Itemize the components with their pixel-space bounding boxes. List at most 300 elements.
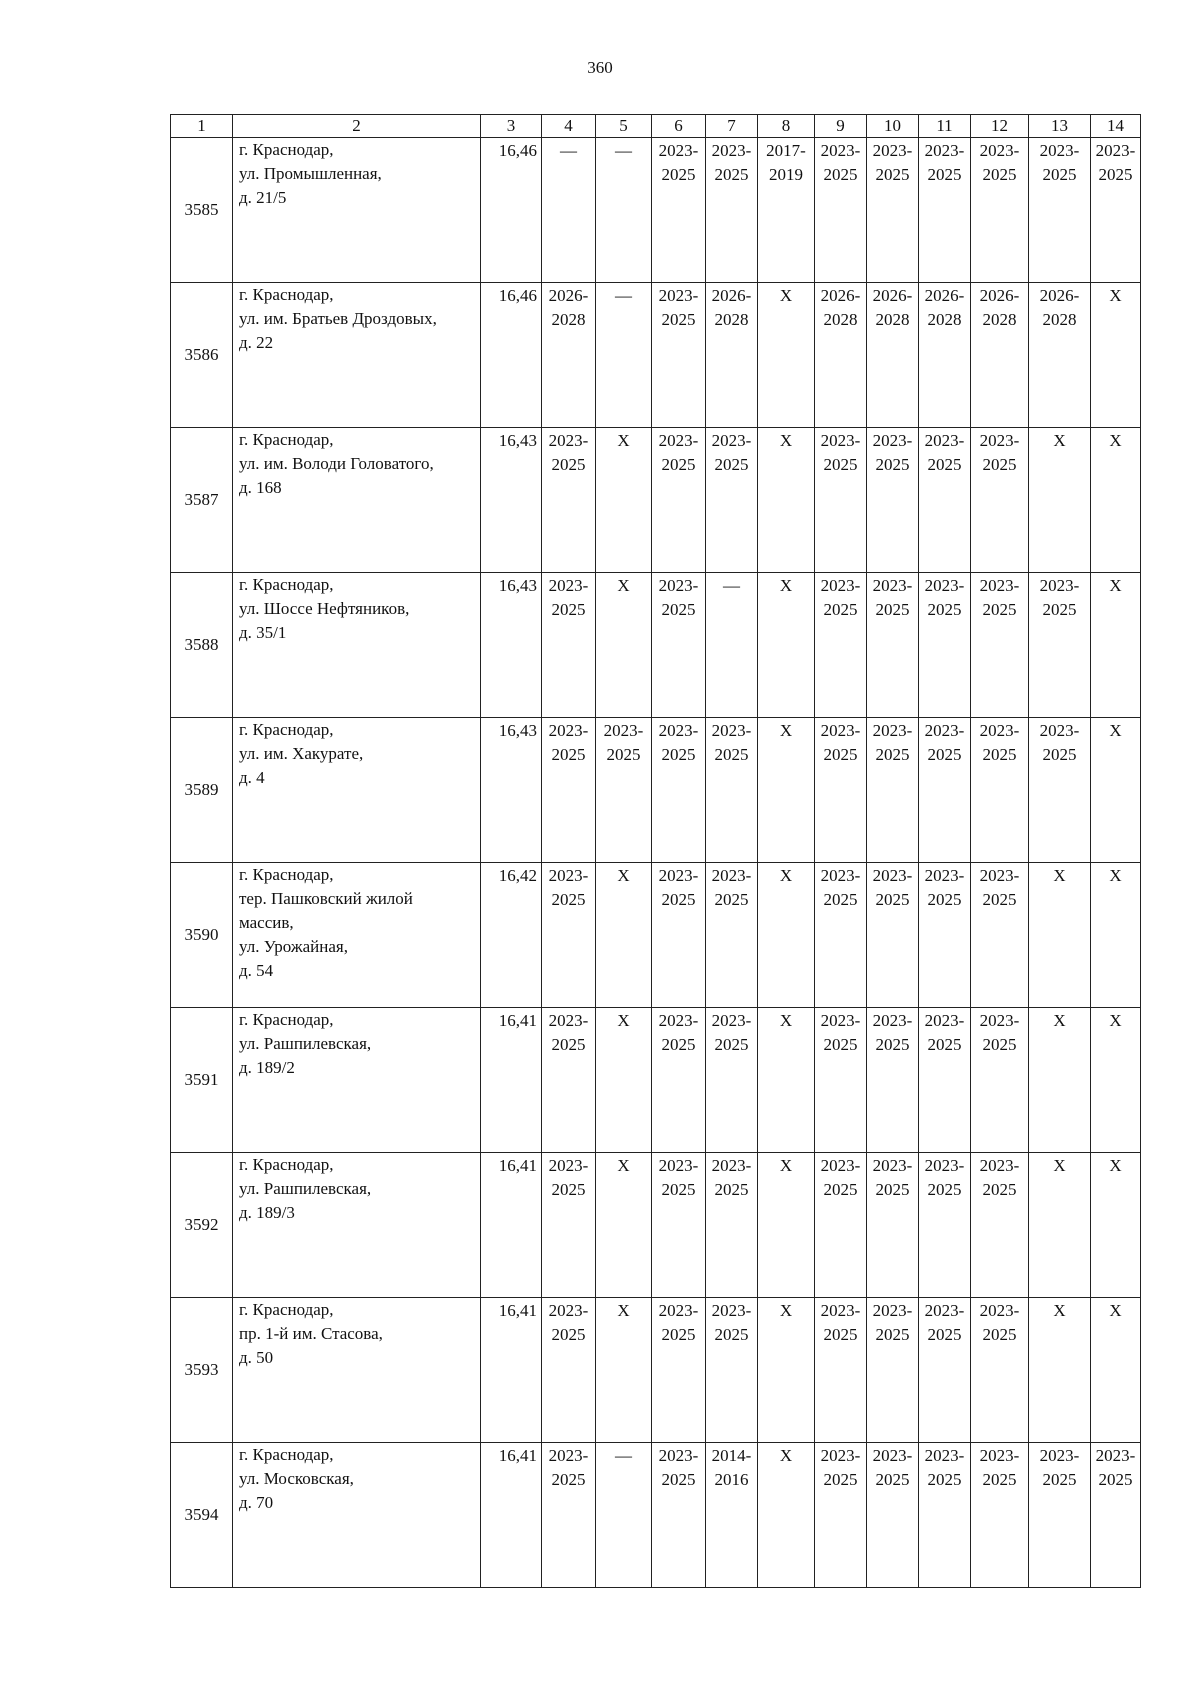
- period-cell-col14: [1091, 138, 1141, 283]
- period-cell-col12: [971, 573, 1029, 718]
- row-number: 3586: [171, 283, 233, 428]
- period-cell-col9: [815, 138, 867, 283]
- period-cell-col5: Х: [596, 863, 652, 1008]
- address-line: ул. Шоссе Нефтяников,: [239, 599, 410, 618]
- address-line: д. 189/2: [239, 1058, 295, 1077]
- period-end: 2025: [661, 745, 696, 764]
- period-start: 2023-: [872, 1156, 913, 1175]
- period-cell-col7: [706, 428, 758, 573]
- address-cell: [233, 138, 481, 283]
- value-cell-col3: 16,46: [481, 138, 542, 283]
- period-start: 2023-: [820, 721, 861, 740]
- period-end: 2025: [714, 165, 749, 184]
- period-end: 2025: [551, 455, 586, 474]
- address-line: д. 168: [239, 478, 282, 497]
- period-cell-col12: [971, 138, 1029, 283]
- period-end: 2025: [551, 600, 586, 619]
- period-end: 2025: [875, 890, 910, 909]
- period-end: 2025: [823, 600, 858, 619]
- address-line: ул. им. Хакурате,: [239, 744, 364, 763]
- period-cell-col11: [919, 283, 971, 428]
- period-start: 2023-: [548, 431, 589, 450]
- value-cell-col3: 16,43: [481, 718, 542, 863]
- period-end: 2025: [1042, 1470, 1077, 1489]
- address-line: д. 22: [239, 333, 274, 352]
- period-cell-col14: Х: [1091, 1298, 1141, 1443]
- column-header-6: 6: [652, 115, 706, 138]
- period-end: 2025: [927, 1035, 962, 1054]
- address-line: г. Краснодар,: [239, 865, 334, 884]
- period-end: 2025: [875, 1035, 910, 1054]
- period-end: 2025: [661, 890, 696, 909]
- period-cell-col11: [919, 718, 971, 863]
- period-end: 2025: [714, 1180, 749, 1199]
- table-row: [171, 1443, 1141, 1588]
- period-end: 2025: [982, 455, 1017, 474]
- period-cell-col7: [706, 863, 758, 1008]
- period-start: 2023-: [924, 1156, 965, 1175]
- period-cell-col4: [542, 718, 596, 863]
- period-cell-col9: [815, 718, 867, 863]
- period-cell-col9: [815, 283, 867, 428]
- period-start: 2023-: [548, 866, 589, 885]
- period-start: 2023-: [820, 1156, 861, 1175]
- period-end: 2025: [551, 1035, 586, 1054]
- period-start: 2023-: [924, 721, 965, 740]
- period-cell-col6: [652, 1443, 706, 1588]
- period-cell-col10: [867, 138, 919, 283]
- address-line: г. Краснодар,: [239, 1445, 334, 1464]
- column-header-10: 10: [867, 115, 919, 138]
- period-start: 2023-: [711, 431, 752, 450]
- address-line: пр. 1-й им. Стасова,: [239, 1324, 383, 1343]
- period-cell-col9: [815, 1153, 867, 1298]
- period-end: 2025: [823, 1035, 858, 1054]
- period-end: 2028: [551, 310, 586, 329]
- period-end: 2025: [927, 165, 962, 184]
- period-end: 2025: [875, 1325, 910, 1344]
- period-cell-col8: [758, 138, 815, 283]
- column-header-5: 5: [596, 115, 652, 138]
- period-end: 2025: [875, 1180, 910, 1199]
- period-cell-col11: [919, 863, 971, 1008]
- period-start: 2023-: [658, 866, 699, 885]
- period-end: 2025: [823, 890, 858, 909]
- value-cell-col3: 16,41: [481, 1443, 542, 1588]
- period-start: 2023-: [979, 576, 1020, 595]
- period-start: 2023-: [548, 1301, 589, 1320]
- period-end: 2025: [714, 745, 749, 764]
- period-cell-col8: Х: [758, 1008, 815, 1153]
- period-start: 2023-: [872, 1301, 913, 1320]
- column-header-2: 2: [233, 115, 481, 138]
- period-end: 2025: [927, 890, 962, 909]
- period-start: 2023-: [711, 141, 752, 160]
- period-end: 2025: [982, 1470, 1017, 1489]
- period-end: 2016: [714, 1470, 749, 1489]
- period-cell-col9: [815, 1443, 867, 1588]
- table-body: [171, 138, 1141, 1588]
- period-cell-col6: [652, 1298, 706, 1443]
- address-line: д. 35/1: [239, 623, 287, 642]
- value-cell-col3: 16,41: [481, 1298, 542, 1443]
- table-row: [171, 1008, 1141, 1153]
- period-start: 2023-: [872, 721, 913, 740]
- period-cell-col4: [542, 1298, 596, 1443]
- period-end: 2025: [823, 165, 858, 184]
- period-cell-col13: [1029, 1443, 1091, 1588]
- period-start: 2023-: [924, 576, 965, 595]
- period-start: 2023-: [548, 1446, 589, 1465]
- page-number: 360: [587, 58, 613, 77]
- address-line: ул. Урожайная,: [239, 937, 348, 956]
- period-cell-col14: Х: [1091, 1008, 1141, 1153]
- column-header-3: 3: [481, 115, 542, 138]
- address-line: ул. Рашпилевская,: [239, 1034, 372, 1053]
- address-cell: [233, 1008, 481, 1153]
- address-line: ул. Московская,: [239, 1469, 354, 1488]
- period-start: 2023-: [1039, 721, 1080, 740]
- period-start: 2023-: [548, 1011, 589, 1030]
- period-end: 2025: [661, 1325, 696, 1344]
- address-line: ул. им. Братьев Дроздовых,: [239, 309, 437, 328]
- address-line: ул. Промышленная,: [239, 164, 382, 183]
- period-cell-col10: [867, 283, 919, 428]
- period-cell-col14: [1091, 1443, 1141, 1588]
- column-header-8: 8: [758, 115, 815, 138]
- period-start: 2026-: [1039, 286, 1080, 305]
- period-start: 2023-: [924, 141, 965, 160]
- period-cell-col5: —: [596, 1443, 652, 1588]
- period-start: 2023-: [658, 1446, 699, 1465]
- period-cell-col9: [815, 1008, 867, 1153]
- period-cell-col12: [971, 718, 1029, 863]
- address-line: д. 70: [239, 1493, 274, 1512]
- period-start: 2023-: [979, 1446, 1020, 1465]
- period-start: 2023-: [924, 1011, 965, 1030]
- address-line: г. Краснодар,: [239, 575, 334, 594]
- period-end: 2025: [927, 600, 962, 619]
- period-end: 2025: [551, 1180, 586, 1199]
- period-end: 2025: [823, 1470, 858, 1489]
- period-cell-col8: Х: [758, 863, 815, 1008]
- address-line: г. Краснодар,: [239, 430, 334, 449]
- column-header-13: 13: [1029, 115, 1091, 138]
- address-line: г. Краснодар,: [239, 1010, 334, 1029]
- period-end: 2028: [875, 310, 910, 329]
- period-cell-col14: Х: [1091, 428, 1141, 573]
- period-start: 2023-: [711, 1011, 752, 1030]
- period-start: 2014-: [711, 1446, 752, 1465]
- period-end: 2025: [1098, 165, 1133, 184]
- period-start: 2023-: [658, 1301, 699, 1320]
- period-end: 2025: [823, 1180, 858, 1199]
- period-start: 2023-: [1039, 141, 1080, 160]
- period-cell-col10: [867, 718, 919, 863]
- value-cell-col3: 16,42: [481, 863, 542, 1008]
- period-cell-col10: [867, 863, 919, 1008]
- period-cell-col12: [971, 283, 1029, 428]
- period-cell-col5: [596, 718, 652, 863]
- period-end: 2025: [982, 165, 1017, 184]
- period-cell-col8: Х: [758, 1153, 815, 1298]
- period-cell-col4: [542, 573, 596, 718]
- period-end: 2025: [982, 745, 1017, 764]
- period-cell-col5: Х: [596, 573, 652, 718]
- address-line: г. Краснодар,: [239, 140, 334, 159]
- period-start: 2023-: [820, 141, 861, 160]
- period-end: 2025: [661, 455, 696, 474]
- address-line: г. Краснодар,: [239, 1300, 334, 1319]
- address-line: д. 189/3: [239, 1203, 295, 1222]
- period-cell-col11: [919, 1008, 971, 1153]
- address-line: г. Краснодар,: [239, 1155, 334, 1174]
- period-end: 2028: [714, 310, 749, 329]
- address-line: ул. им. Володи Головатого,: [239, 454, 434, 473]
- period-end: 2025: [661, 165, 696, 184]
- period-cell-col4: [542, 1153, 596, 1298]
- period-start: 2023-: [979, 1011, 1020, 1030]
- period-start: 2023-: [820, 576, 861, 595]
- period-end: 2028: [1042, 310, 1077, 329]
- period-cell-col14: Х: [1091, 573, 1141, 718]
- period-start: 2023-: [1039, 576, 1080, 595]
- period-cell-col8: Х: [758, 573, 815, 718]
- address-cell: [233, 1443, 481, 1588]
- period-cell-col10: [867, 1153, 919, 1298]
- period-start: 2023-: [872, 576, 913, 595]
- period-end: 2025: [875, 455, 910, 474]
- period-cell-col9: [815, 863, 867, 1008]
- period-cell-col11: [919, 1443, 971, 1588]
- period-end: 2025: [927, 1470, 962, 1489]
- period-start: 2023-: [979, 1156, 1020, 1175]
- period-end: 2028: [823, 310, 858, 329]
- period-end: 2025: [982, 1035, 1017, 1054]
- period-end: 2025: [661, 1180, 696, 1199]
- period-start: 2026-: [548, 286, 589, 305]
- value-cell-col3: 16,43: [481, 573, 542, 718]
- address-cell: [233, 1153, 481, 1298]
- value-cell-col3: 16,43: [481, 428, 542, 573]
- address-cell: [233, 1298, 481, 1443]
- period-start: 2023-: [924, 866, 965, 885]
- address-cell: [233, 573, 481, 718]
- period-cell-col14: Х: [1091, 1153, 1141, 1298]
- period-end: 2025: [875, 1470, 910, 1489]
- period-end: 2025: [714, 1325, 749, 1344]
- period-cell-col12: [971, 1298, 1029, 1443]
- period-cell-col12: [971, 1443, 1029, 1588]
- period-cell-col13: Х: [1029, 428, 1091, 573]
- period-end: 2028: [982, 310, 1017, 329]
- period-end: 2025: [551, 1470, 586, 1489]
- period-end: 2025: [982, 890, 1017, 909]
- row-number: 3589: [171, 718, 233, 863]
- period-cell-col9: [815, 428, 867, 573]
- period-cell-col8: Х: [758, 283, 815, 428]
- period-start: 2023-: [711, 866, 752, 885]
- period-cell-col6: [652, 1153, 706, 1298]
- period-end: 2025: [714, 890, 749, 909]
- address-cell: [233, 283, 481, 428]
- period-cell-col5: Х: [596, 1153, 652, 1298]
- column-header-1: 1: [171, 115, 233, 138]
- period-end: 2025: [875, 745, 910, 764]
- period-end: 2025: [714, 1035, 749, 1054]
- period-end: 2025: [982, 600, 1017, 619]
- address-line: г. Краснодар,: [239, 720, 334, 739]
- period-start: 2026-: [924, 286, 965, 305]
- row-number: 3594: [171, 1443, 233, 1588]
- period-start: 2023-: [658, 141, 699, 160]
- period-start: 2026-: [872, 286, 913, 305]
- period-cell-col14: Х: [1091, 863, 1141, 1008]
- period-end: 2025: [1098, 1470, 1133, 1489]
- period-start: 2023-: [979, 431, 1020, 450]
- period-cell-col12: [971, 1153, 1029, 1298]
- address-line: г. Краснодар,: [239, 285, 334, 304]
- period-start: 2023-: [548, 576, 589, 595]
- value-cell-col3: 16,41: [481, 1153, 542, 1298]
- period-cell-col10: [867, 1008, 919, 1153]
- period-cell-col11: [919, 138, 971, 283]
- period-cell-col5: Х: [596, 1008, 652, 1153]
- row-number: 3590: [171, 863, 233, 1008]
- address-line: д. 50: [239, 1348, 274, 1367]
- period-cell-col10: [867, 1443, 919, 1588]
- period-cell-col4: [542, 428, 596, 573]
- row-number: 3588: [171, 573, 233, 718]
- period-cell-col7: —: [706, 573, 758, 718]
- period-cell-col4: [542, 283, 596, 428]
- column-header-11: 11: [919, 115, 971, 138]
- period-cell-col11: [919, 573, 971, 718]
- period-start: 2023-: [820, 1301, 861, 1320]
- address-cell: [233, 718, 481, 863]
- period-cell-col6: [652, 138, 706, 283]
- period-start: 2026-: [711, 286, 752, 305]
- period-start: 2023-: [979, 141, 1020, 160]
- period-start: 2026-: [979, 286, 1020, 305]
- address-line: массив,: [239, 913, 294, 932]
- period-end: 2025: [875, 165, 910, 184]
- period-start: 2023-: [1095, 1446, 1136, 1465]
- period-cell-col5: Х: [596, 428, 652, 573]
- period-cell-col4: [542, 863, 596, 1008]
- period-cell-col8: Х: [758, 718, 815, 863]
- period-cell-col7: [706, 283, 758, 428]
- period-start: 2023-: [658, 286, 699, 305]
- period-cell-col13: Х: [1029, 1008, 1091, 1153]
- address-line: ул. Рашпилевская,: [239, 1179, 372, 1198]
- period-start: 2017-: [766, 141, 806, 160]
- table-row: [171, 428, 1141, 573]
- table-row: [171, 1298, 1141, 1443]
- period-start: 2023-: [979, 1301, 1020, 1320]
- period-cell-col8: Х: [758, 1298, 815, 1443]
- row-number: 3585: [171, 138, 233, 283]
- period-cell-col10: [867, 573, 919, 718]
- period-cell-col12: [971, 863, 1029, 1008]
- period-cell-col7: [706, 1008, 758, 1153]
- period-cell-col9: [815, 573, 867, 718]
- period-cell-col6: [652, 283, 706, 428]
- period-cell-col7: [706, 1443, 758, 1588]
- period-end: 2028: [927, 310, 962, 329]
- period-cell-col7: [706, 1298, 758, 1443]
- period-cell-col4: [542, 1008, 596, 1153]
- period-cell-col8: Х: [758, 1443, 815, 1588]
- period-end: 2025: [823, 745, 858, 764]
- address-line: д. 21/5: [239, 188, 287, 207]
- period-cell-col4: [542, 1443, 596, 1588]
- period-start: 2023-: [820, 1446, 861, 1465]
- period-cell-col5: —: [596, 138, 652, 283]
- address-line: тер. Пашковский жилой: [239, 889, 413, 908]
- period-start: 2023-: [711, 1301, 752, 1320]
- register-table: [170, 114, 1141, 1588]
- period-start: 2023-: [548, 1156, 589, 1175]
- period-cell-col9: [815, 1298, 867, 1443]
- period-cell-col10: [867, 428, 919, 573]
- period-end: 2025: [927, 455, 962, 474]
- table-row: [171, 1153, 1141, 1298]
- period-end: 2025: [661, 1035, 696, 1054]
- period-start: 2023-: [924, 1301, 965, 1320]
- period-cell-col11: [919, 1298, 971, 1443]
- period-cell-col6: [652, 573, 706, 718]
- period-cell-col7: [706, 1153, 758, 1298]
- column-header-9: 9: [815, 115, 867, 138]
- period-end: 2019: [769, 165, 803, 184]
- period-start: 2023-: [658, 576, 699, 595]
- table-row: [171, 718, 1141, 863]
- period-start: 2023-: [711, 721, 752, 740]
- period-start: 2023-: [872, 1011, 913, 1030]
- period-cell-col14: Х: [1091, 283, 1141, 428]
- row-number: 3591: [171, 1008, 233, 1153]
- period-cell-col6: [652, 863, 706, 1008]
- period-start: 2026-: [820, 286, 861, 305]
- period-end: 2025: [982, 1180, 1017, 1199]
- period-cell-col7: [706, 718, 758, 863]
- value-cell-col3: 16,41: [481, 1008, 542, 1153]
- period-end: 2025: [661, 600, 696, 619]
- period-end: 2025: [982, 1325, 1017, 1344]
- row-number: 3592: [171, 1153, 233, 1298]
- period-cell-col6: [652, 718, 706, 863]
- period-start: 2023-: [872, 141, 913, 160]
- table-row: [171, 863, 1141, 1008]
- period-cell-col13: [1029, 138, 1091, 283]
- period-cell-col6: [652, 1008, 706, 1153]
- period-cell-col14: Х: [1091, 718, 1141, 863]
- period-start: 2023-: [658, 431, 699, 450]
- period-end: 2025: [551, 745, 586, 764]
- period-cell-col6: [652, 428, 706, 573]
- period-start: 2023-: [658, 721, 699, 740]
- period-cell-col12: [971, 428, 1029, 573]
- period-cell-col5: —: [596, 283, 652, 428]
- period-cell-col5: Х: [596, 1298, 652, 1443]
- period-end: 2025: [823, 455, 858, 474]
- period-end: 2025: [927, 1180, 962, 1199]
- value-cell-col3: 16,46: [481, 283, 542, 428]
- period-end: 2025: [1042, 600, 1077, 619]
- column-header-7: 7: [706, 115, 758, 138]
- period-end: 2025: [1042, 165, 1077, 184]
